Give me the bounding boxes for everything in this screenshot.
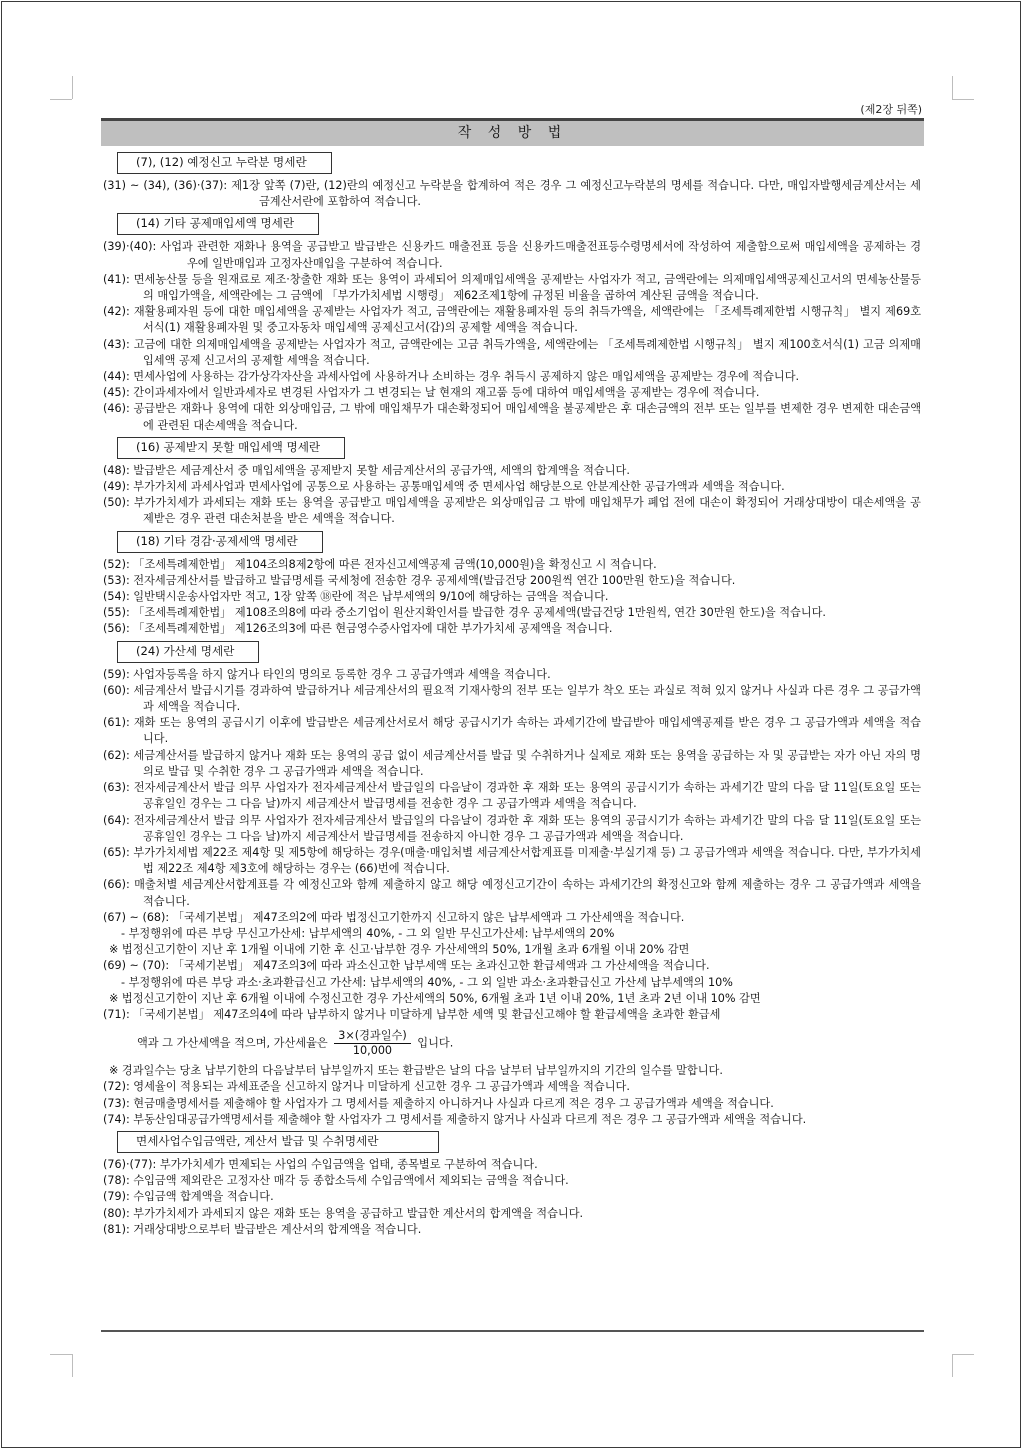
instruction-item: (49): 부가가치세 과세사업과 면세사업에 공통으로 사용하는 공통매입세액 중 면세사업 해당분으로 안분계산한 공급가액과 세액을 적습니다. xyxy=(103,480,785,494)
instruction-item: (59): 사업자등록을 하지 않거나 타인의 명의로 등록한 경우 그 공급가액과 세액을 적습니다. xyxy=(103,667,551,681)
sub-note: - 부정행위에 따른 부당 과소·초과환급신고 가산세: 납부세액의 40%, - 그 외 일반 과소·초과환급신고 가산세 납부세액의 10% xyxy=(121,975,733,989)
instruction-item: (72): 영세율이 적용되는 과세표준을 신고하지 않거나 미달하게 신고한 경우 그 공급가액과 세액을 적습니다. xyxy=(103,1080,630,1094)
sub-note: ※ 법정신고기한이 지난 후 6개월 이내에 수정신고한 경우 가산세액의 50%, 6개월 초과 1년 이내 20%, 1년 초과 2년 이내 10% 감면 xyxy=(109,991,761,1005)
sub-note: ※ 법정신고기한이 지난 후 1개월 이내에 기한 후 신고·납부한 경우 가산세액의 50%, 1개월 초과 6개월 이내 20% 감면 xyxy=(109,943,690,957)
section-heading: (7), (12) 예정신고 누락분 명세란 xyxy=(117,152,332,174)
instruction-item: (44): 면세사업에 사용하는 감가상각자산을 과세사업에 사용하거나 소비하는 경우 취득시 공제하지 않은 매입세액을 공제받는 경우에 적습니다. xyxy=(103,370,800,384)
instruction-item: (81): 거래상대방으로부터 발급받은 계산서의 합계액을 적습니다. xyxy=(103,1222,422,1236)
instruction-item: (76)·(77): 부가가치세가 면제되는 사업의 수입금액을 업태, 종목별로 구분하여 적습니다. xyxy=(103,1157,538,1171)
section-heading: 면세사업수입금액란, 계산서 발급 및 수취명세란 xyxy=(117,1131,439,1153)
instruction-item: (31) ~ (34), (36)·(37): 제1장 앞쪽 (7)란, (12)란의 예정신고 누락분을 합계하여 적은 경우 그 예정신고누락분의 명세를 적습니다. 다만, 매입자발행세금계산서는 세금계산서란에 포함하여 적습니다. xyxy=(103,179,921,209)
instruction-item: (74): 부동산임대공급가액명세서를 제출해야 할 사업자가 그 명세서를 제출하지 않거나 사실과 다르게 적은 경우 그 공급가액과 세액을 적습니다. xyxy=(103,1112,807,1126)
instruction-item: (41): 면세농산물 등을 원재료로 제조·창출한 재화 또는 용역이 과세되어 의제매입세액을 공제받는 사업자가 적고, 금액란에는 의제매입세액공제신고서의 면세농산물등의 매입가액을, 세액란에는 그 금액에 「부가가치세법 시행령」 제62조제1항에 규정된 비율을 곱하여 계산된 금액을 적습니다. xyxy=(103,272,922,303)
instruction-item: (62): 세금계산서를 발급하지 않거나 재화 또는 용역의 공급 없이 세금계산서를 발급 및 수취하거나 실제로 재화 또는 용역을 공급하는 자 및 공급받는 자가 아닌 자의 명의로 발급 및 수취한 경우 그 공급가액과 세액을 적습니다. xyxy=(103,748,921,778)
instruction-item: (48): 발급받은 세금계산서 중 매입세액을 공제받지 못할 세금계산서의 공급가액, 세액의 합계액을 적습니다. xyxy=(103,463,630,477)
instruction-item: (43): 고금에 대한 의제매입세액을 공제받는 사업자가 적고, 금액란에는 고금 취득가액을, 세액란에는 「조세특례제한법 시행규칙」 별지 제100호서식(1) 고금 의제매입세액 공제 신고서의 공제할 세액을 적습니다. xyxy=(103,337,921,367)
crop-mark xyxy=(50,99,72,100)
instruction-item: (54): 일반택시운송사업자만 적고, 1장 앞쪽 ⑱란에 적은 납부세액의 9/10에 해당하는 금액을 적습니다. xyxy=(103,590,609,604)
crop-mark xyxy=(952,1354,953,1377)
bottom-rule xyxy=(101,1330,924,1332)
document-title: 작 성 방 법 xyxy=(101,118,924,146)
section-heading: (24) 가산세 명세란 xyxy=(117,641,259,663)
section-heading: (16) 공제받지 못할 매입세액 명세란 xyxy=(117,437,345,459)
instruction-item: (67) ~ (68): 「국세기본법」 제47조의2에 따라 법정신고기한까지 신고하지 않은 납부세액과 그 가산세액을 적습니다. xyxy=(103,910,685,924)
instruction-item: (61): 재화 또는 용역의 공급시기 이후에 발급받은 세금계산서로서 해당 공급시기가 속하는 과세기간에 발급받아 매입세액공제를 받은 경우 그 공급가액과 세액을 적습니다. xyxy=(103,716,921,746)
instruction-item: (73): 현금매출명세서를 제출해야 할 사업자가 그 명세서를 제출하지 아니하거나 사실과 다르게 적은 경우 그 공급가액과 세액을 적습니다. xyxy=(103,1096,774,1110)
sub-note: - 부정행위에 따른 부당 무신고가산세: 납부세액의 40%, - 그 외 일반 무신고가산세: 납부세액의 20% xyxy=(121,926,615,940)
fraction-denominator: 10,000 xyxy=(352,1044,393,1058)
instruction-item: (66): 매출처별 세금계산서합계표를 각 예정신고와 함께 제출하지 않고 해당 예정신고기간이 속하는 과세기간의 확정신고와 함께 제출하는 경우 그 공급가액과 세액을 적습니다. xyxy=(103,878,921,908)
section-heading: (14) 기타 공제매입세액 명세란 xyxy=(117,213,319,235)
crop-mark xyxy=(952,1354,974,1355)
instruction-item: (71): 「국세기본법」 제47조의4에 따라 납부하지 않거나 미달하게 납부한 세액 및 환급신고해야 할 환급세액을 초과한 환급세 xyxy=(103,1007,721,1021)
fraction-numerator: 3×(경과일수) xyxy=(334,1029,410,1044)
instruction-item: (39)·(40): 사업과 관련한 재화나 용역을 공급받고 발급받은 신용카드 매출전표 등을 신용카드매출전표등수령명세서에 작성하여 제출함으로써 매입세액을 공제하는 경우에 일반매입과 고정자산매입을 구분하여 적습니다. xyxy=(103,240,922,270)
instruction-item: (80): 부가가치세가 과세되지 않은 재화 또는 용역을 공급하고 발급한 계산서의 합계액을 적습니다. xyxy=(103,1206,584,1220)
instruction-item: (53): 전자세금계산서를 발급하고 발급명세를 국세청에 전송한 경우 공제세액(발급건당 200원씩 연간 100만원 한도)을 적습니다. xyxy=(103,573,736,587)
crop-mark xyxy=(952,76,953,99)
instruction-item: (52): 「조세특례제한법」 제104조의8제2항에 따른 전자신고세액공제 금액(10,000원)을 확정신고 시 적습니다. xyxy=(103,557,657,571)
instruction-item: (50): 부가가치세가 과세되는 재화 또는 용역을 공급받고 매입세액을 공제받은 외상매입금 그 밖에 매입채무가 폐업 전에 대손이 확정되어 거래상대방이 대손세액을 공제받은 경우 관련 대손처분을 받은 세액을 적습니다. xyxy=(103,496,921,526)
instruction-item: (55): 「조세특례제한법」 제108조의8에 따라 중소기업이 원산지확인서를 발급한 경우 공제세액(발급건당 1만원씩, 연간 30만원 한도)을 적습니다. xyxy=(103,606,826,620)
instruction-item: (56): 「조세특례제한법」 제126조의3에 따른 현금영수증사업자에 대한 부가가치세 공제액을 적습니다. xyxy=(103,622,613,636)
instruction-item: (45): 간이과세자에서 일반과세자로 변경된 사업자가 그 변경되는 날 현재의 재고품 등에 대하여 매입세액을 공제받는 경우에 적습니다. xyxy=(103,386,760,400)
instruction-item: (63): 전자세금계산서 발급 의무 사업자가 전자세금계산서 발급일의 다음날이 경과한 후 재화 또는 용역의 공급시기가 속하는 과세기간 말의 다음 달 11일(토요일 또는 공휴일인 경우는 그 다음 날)까지 세금계산서 발급명세를 전송한 경우 그 공급가액과 세액을 적습니다. xyxy=(103,781,922,811)
instructions-body xyxy=(103,152,921,1238)
instruction-item: (64): 전자세금계산서 발급 의무 사업자가 전자세금계산서 발급일의 다음날이 경과한 후 재화 또는 용역의 공급시기가 속하는 과세기간 말의 다음 달 11일(토요일 또는 공휴일인 경우는 그 다음 날)까지 세금계산서 발급명세를 전송하지 아니한 경우 그 공급가액과 세액을 적습니다. xyxy=(103,813,922,843)
crop-mark xyxy=(72,76,73,99)
instruction-item: (65): 부가가치세법 제22조 제4항 및 제5항에 해당하는 경우(매출·매입처별 세금계산서합계표를 미제출·부실기재 등) 그 공급가액과 세액을 적습니다. 다만, 부가가치세법 제22조 제4항 제3호에 해당하는 경우는 (66)번에 적습니다. xyxy=(103,845,921,876)
instruction-item: (69) ~ (70): 「국세기본법」 제47조의3에 따라 과소신고한 납부세액 또는 초과신고한 환급세액과 그 가산세액을 적습니다. xyxy=(103,959,710,973)
instruction-item: (78): 수입금액 제외란은 고정자산 매각 등 종합소득세 수입금액에서 제외되는 금액을 적습니다. xyxy=(103,1174,569,1188)
sub-note: ※ 경과일수는 당초 납부기한의 다음날부터 납부일까지 또는 환급받은 날의 다음 날부터 납부일까지의 기간의 일수를 말합니다. xyxy=(109,1064,723,1078)
section-heading: (18) 기타 경감·공제세액 명세란 xyxy=(117,531,323,553)
instruction-item: (60): 세금계산서 발급시기를 경과하여 발급하거나 세금계산서의 필요적 기재사항의 전부 또는 일부가 착오 또는 과실로 적혀 있지 않거나 사실과 다른 경우 그 공급가액과 세액을 적습니다. xyxy=(103,683,921,714)
instruction-item: (46): 공급받은 재화나 용역에 대한 외상매입금, 그 밖에 매입채무가 대손확정되어 매입세액을 불공제받은 후 대손금액의 전부 또는 일부를 변제한 경우 변제한 대손금액에 관련된 대손세액을 적습니다. xyxy=(103,402,921,432)
instruction-item: (42): 재활용폐자원 등에 대한 매입세액을 공제받는 사업자가 적고, 금액란에는 재활용폐자원 등의 취득가액을, 세액란에는 「조세특례제한법 시행규칙」 별지 제69호서식(1) 재활용폐자원 및 중고자동차 매입세액 공제신고서(갑)의 공제할 세액을 적습니다. xyxy=(103,305,921,335)
crop-mark xyxy=(952,99,974,100)
instruction-item: (79): 수입금액 합계액을 적습니다. xyxy=(103,1190,274,1204)
fraction xyxy=(334,1029,410,1058)
crop-mark xyxy=(72,1354,73,1377)
crop-mark xyxy=(50,1354,72,1355)
page-label: (제2장 뒤쪽) xyxy=(860,103,922,116)
tax-rate-formula: 액과 그 가산세액을 적으며, 가산세율은 $\frac{\text{3×(경과일수)}}{10,000}$ 입니다. xyxy=(137,1029,454,1058)
